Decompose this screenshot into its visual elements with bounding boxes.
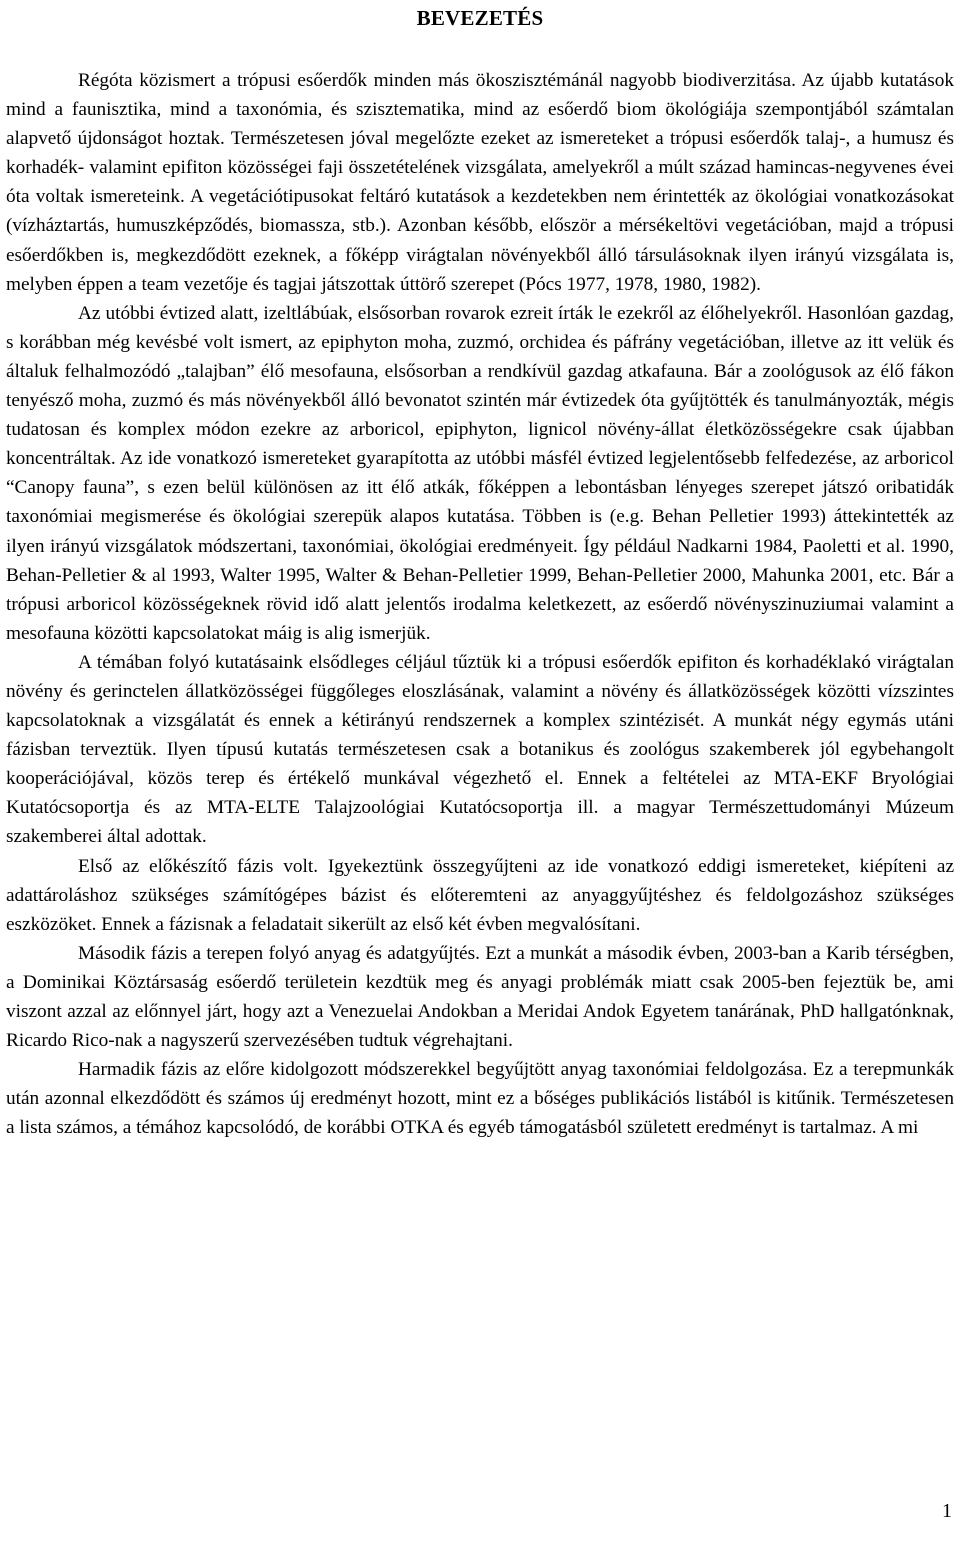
page-title: BEVEZETÉS xyxy=(416,6,544,30)
paragraph-intro: Régóta közismert a trópusi esőerdők minden más ökoszisztémánál nagyobb biodiverzitása. Az újabb kutatások mind a faunisztika, mind a taxonómia, és szisztematika, mind az esőerdő biom ökológiája szempontjából számtalan alapvető újdonságot hoztak. Természetesen jóval megelőzte ezeket az ismereteket a trópusi esőerdők talaj-, a humusz és korhadék- valamint epifiton közösségei faji összetételének vizsgálata, amelyekről a múlt század hamincas-negyvenes évei óta voltak ismereteink. A vegetációtipusokat feltáró kutatások a kezdetekben nem érintették az ökológiai vonatkozásokat (vízháztartás, humuszképződés, biomassza, stb.). Azonban később, először a mérsékeltövi vegetációban, majd a trópusi esőerdőkben is, megkezdődött ezeknek, a főképp virágtalan növényekből álló társulásoknak ilyen irányú vizsgálata is, melyben éppen a team vezetője és tagjai játszottak úttörő szerepet (Pócs 1977, 1978, 1980, 1982). xyxy=(6,70,954,295)
paragraph-phase-three: Harmadik fázis az előre kidolgozott módszerekkel begyűjtött anyag taxonómiai feldolgozása. Ez a terepmunkák után azonnal elkezdődött és számos új eredményt hozott, mint ez a bőséges publikációs listából is kitűnik. Természetesen a lista számos, a témához kapcsolódó, de korábbi OTKA és egyéb támogatásból született eredményt is tartalmaz. A mi xyxy=(6,1059,954,1139)
paragraph-phase-one: Első az előkészítő fázis volt. Igyekeztünk összegyűjteni az ide vonatkozó eddigi ismereteket, kiépíteni az adattároláshoz szükséges számítógépes bázist és előteremteni az anyaggyűjtéshez és feldolgozáshoz szükséges eszközöket. Ennek a fázisnak a feladatait sikerült az első két évben megvalósítani. xyxy=(6,855,954,935)
document-page xyxy=(6,4,954,1142)
paragraph-canopy-fauna: Az utóbbi évtized alatt, izeltlábúak, elsősorban rovarok ezreit írták le ezekről az élőhelyekről. Hasonlóan gazdag, s korábban még kevésbé volt ismert, az epiphyton moha, zuzmó, orchidea és páfrány vegetációban, illetve az itt velük és általuk felhalmozódó „talajban” élő mesofauna, elsősorban a rendkívül gazdag atkafauna. Bár a zoológusok az élő fákon tenyésző moha, zuzmó és más növényekből álló bevonatot szintén már évtizedek óta gyűjtötték és tanulmányozták, mégis tudatosan és komplex módon ezekre az arboricol, epiphyton, lignicol növény-állat életközösségekre csak újabban koncentráltak. Az ide vonatkozó ismereteket gyarapította az utóbbi másfél évtized legjelentősebb felfedezése, az arboricol “Canopy fauna”, s ezen belül különösen az itt élő atkák, főképpen a lebontásban lényeges szerepet játszó oribatidák taxonómiai megismerése és ökológiai szerepük alapos kutatása. Többen is (e.g. Behan Pelletier 1993) áttekintették az ilyen irányú vizsgálatok módszertani, taxonómiai, ökológiai eredményeit. Így például Nadkarni 1984, Paoletti et al. 1990, Behan-Pelletier & al 1993, Walter 1995, Walter & Behan-Pelletier 1999, Behan-Pelletier 2000, Mahunka 2001, etc. Bár a trópusi arboricol közösségeknek rövid idő alatt jelentős irodalma keletkezett, az esőerdő növényszinuziumai valamint a mesofauna közötti kapcsolatokat máig is alig ismerjük. xyxy=(6,302,954,644)
page-number: 1 xyxy=(942,1500,952,1522)
paragraph-research-goals: A témában folyó kutatásaink elsődleges céljául tűztük ki a trópusi esőerdők epifiton és korhadéklakó virágtalan növény és gerinctelen állatközösségei függőleges eloszlásának, valamint a növény és állatközösségek közötti vízszintes kapcsolatoknak a vizsgálatát és ennek a kétirányú rendszernek a komplex szintézisét. A munkát négy egymás utáni fázisban terveztük. Ilyen típusú kutatás természetesen csak a botanikus és zoológus szakemberek jól egybehangolt kooperációjával, közös terep és értékelő munkával végezhető el. Ennek a feltételei az MTA-EKF Bryológiai Kutatócsoportja és az MTA-ELTE Talajzoológiai Kutatócsoportja ill. a magyar Természettudományi Múzeum szakemberei által adottak. xyxy=(6,651,954,848)
paragraph-phase-two: Második fázis a terepen folyó anyag és adatgyűjtés. Ezt a munkát a második évben, 2003-ban a Karib térségben, a Dominikai Köztársaság esőerdő területein kezdtük meg és anyagi problémák miatt csak 2005-ben fejeztük be, ami viszont azzal az előnnyel járt, hogy azt a Venezuelai Andokban a Meridai Andok Egyetem tanárának, PhD hallgatónknak, Ricardo Rico-nak a nagyszerű szervezésében tudtuk végrehajtani. xyxy=(6,942,954,1052)
